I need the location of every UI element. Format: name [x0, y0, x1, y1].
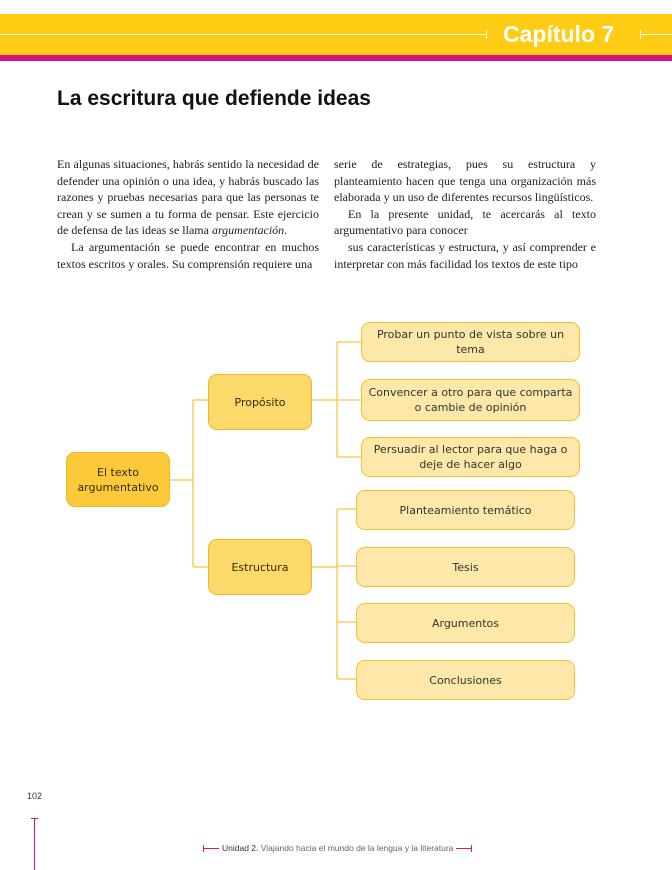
paragraph: En la presente unidad, te acercarás al texto argumentativo para conocer [334, 206, 596, 238]
margin-rule [34, 818, 35, 870]
body-column-left [57, 156, 319, 272]
node-root: El texto argumentativo [66, 452, 170, 507]
node-structure: Estructura [208, 539, 312, 595]
node-structure-item: Argumentos [356, 603, 575, 643]
node-structure-item: Conclusiones [356, 660, 575, 700]
node-purpose-item: Probar un punto de vista sobre un tema [361, 322, 580, 362]
chapter-label: Capítulo 7 [503, 21, 615, 47]
unit-label: Unidad 2. [222, 843, 259, 853]
header-rule-left [0, 34, 487, 35]
page-number: 102 [27, 791, 43, 801]
emphasis-term: argumentación [211, 223, 285, 238]
header-rule-tick [486, 30, 487, 39]
node-purpose-item: Persuadir al lector para que haga o deje de hacer algo [361, 437, 580, 477]
paragraph: En algunas situaciones, habrás sentido la necesidad de defender una opinión o una idea, y habrás buscado las razones y pruebas necesarias para que las personas te crean y se sumen a tu forma de pensar. Este ejercicio de defensa de las ideas se llama argumentación. [57, 157, 319, 238]
paragraph: La argumentación se puede encontrar en muchos textos escritos y orales. Su comprensión requiere una [57, 239, 319, 271]
body-column-right [334, 156, 596, 272]
footer-rule-left [203, 848, 219, 849]
header-rule-right [640, 34, 672, 35]
header-rule-tick [640, 30, 641, 39]
unit-title: Viajando hacia el mundo de la lengua y la literatura [260, 843, 454, 853]
header-accent-stripe [0, 55, 672, 61]
running-footer [203, 843, 472, 853]
paragraph: serie de estrategias, pues su estructura y planteamiento hacen que tenga una organización más elaborada y un uso de diferentes recursos lingüísticos. [334, 157, 596, 205]
footer-rule-right [456, 848, 472, 849]
node-structure-item: Tesis [356, 547, 575, 587]
node-purpose-item: Convencer a otro para que comparta o cambie de opinión [361, 379, 580, 421]
paragraph: sus características y estructura, y así comprender e interpretar con más facilidad los textos de este tipo [334, 239, 596, 271]
page-title: La escritura que defiende ideas [57, 87, 371, 110]
node-structure-item: Planteamiento temático [356, 490, 575, 530]
node-purpose: Propósito [208, 374, 312, 430]
